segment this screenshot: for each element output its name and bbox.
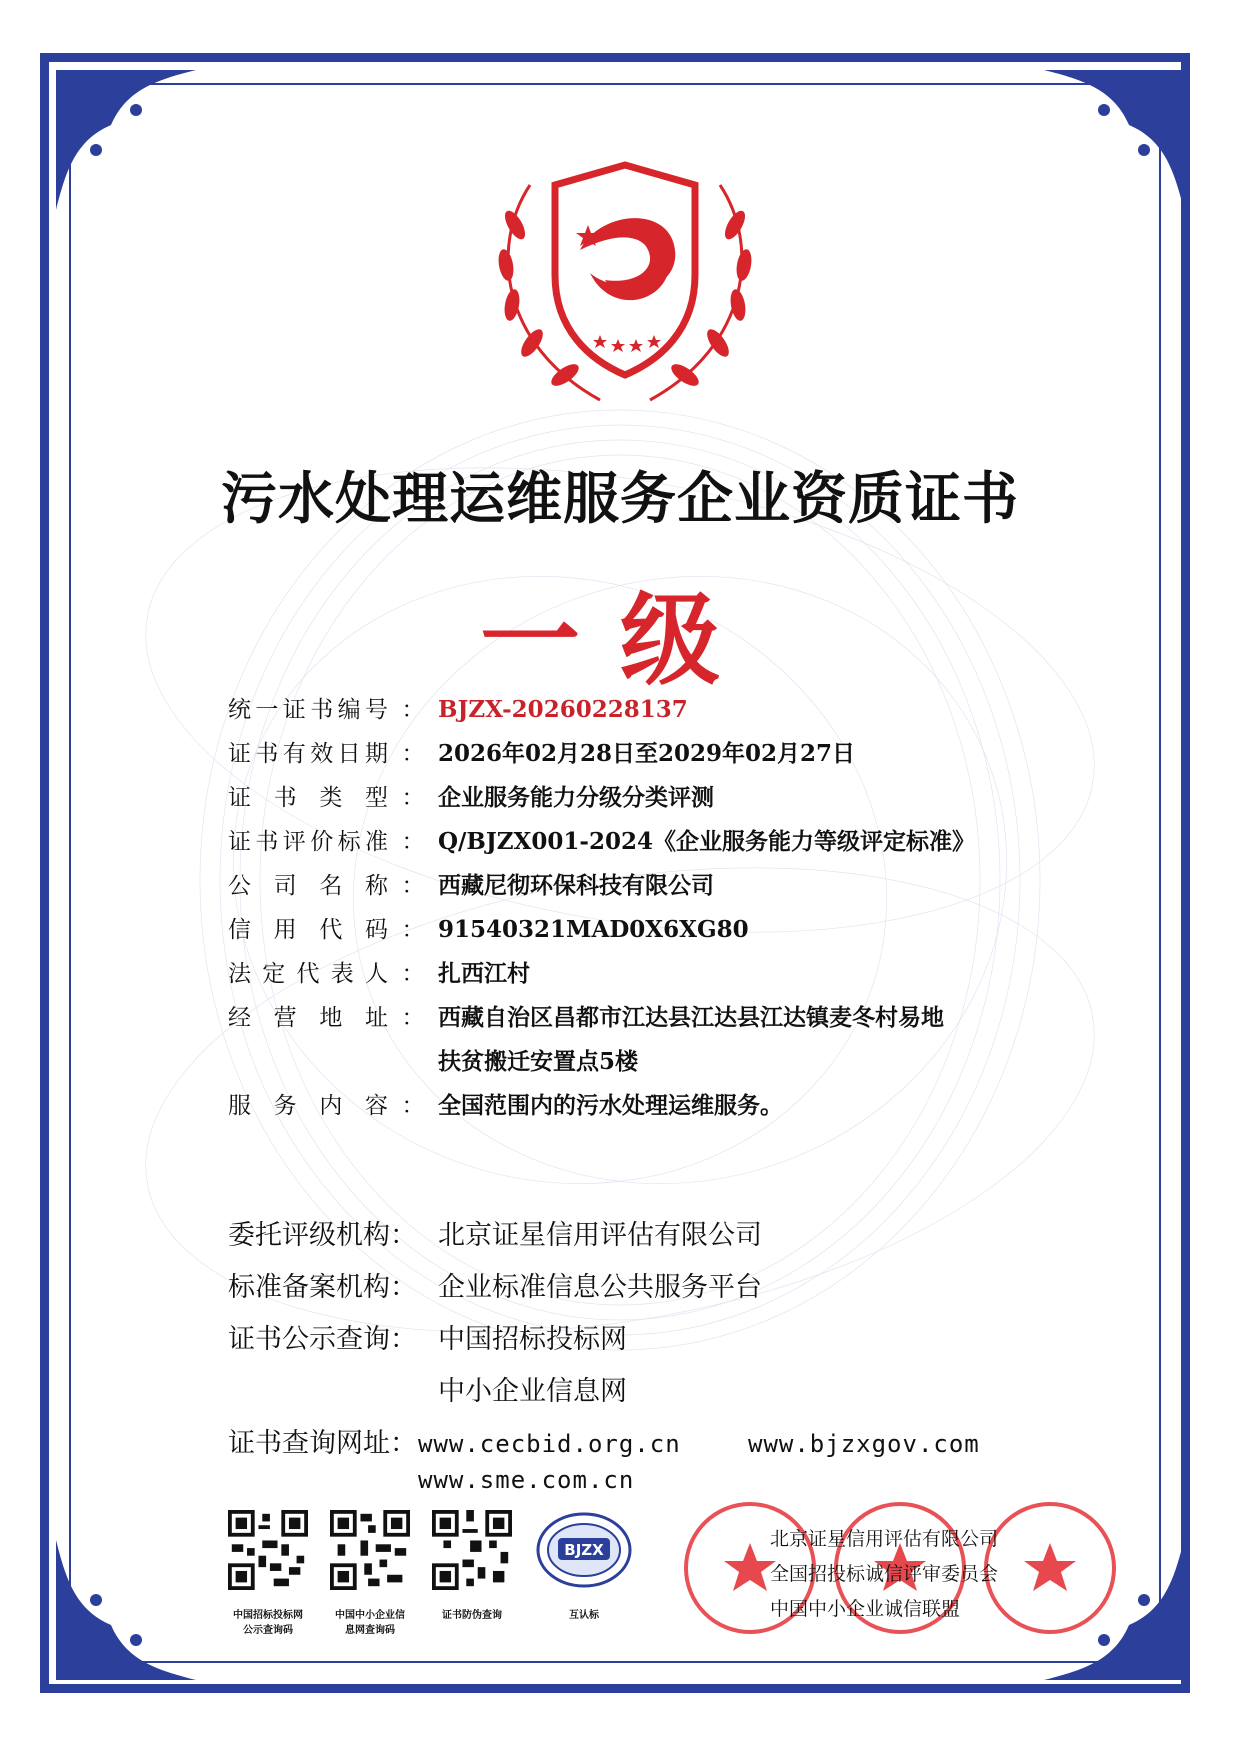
address-line-2: 扶贫搬迁安置点5楼 [438,1048,639,1075]
certificate-title: 污水处理运维服务企业资质证书 [221,466,1019,532]
field-colon: ： [401,1093,425,1119]
corner-ornament-bottom-left [56,1540,196,1680]
certificate-level: 一级 [480,581,760,699]
field-colon: ： [401,961,425,987]
agency-value: 北京证星信用评估有限公司 [438,1220,762,1251]
field-label: 统一证书编号 [228,697,388,723]
qr-caption [422,1608,522,1623]
field-label: 证书有效日期 [228,741,388,767]
mutual-recognition-badge [534,1510,634,1638]
field-label: 证书评价标准 [228,829,388,855]
qr-code-icon[interactable] [228,1510,308,1590]
qr-caption-line: 息网查询码 [345,1625,395,1636]
corner-ornament-top-right [1044,70,1184,210]
field-label: 公司名称 [228,873,388,899]
field-label: 证书类型 [228,785,388,811]
query-url-link[interactable]: www.cecbid.org.cn [418,1430,681,1458]
field-colon: ： [401,873,425,899]
qr-code-icon[interactable] [330,1510,410,1590]
qr-caption-line: 公示查询码 [243,1625,293,1636]
public-query-site-1: 中国招标投标网 [438,1324,627,1355]
shield-laurel-emblem [470,155,780,425]
field-value-address [438,996,1048,1084]
field-label: 法定代表人 [228,961,388,987]
agency-value [438,1314,1048,1418]
agency-label: 标准备案机构： [228,1272,417,1303]
agency-row-entrust [228,1210,1048,1262]
agency-value: 企业标准信息公共服务平台 [438,1272,762,1303]
public-query-site-2: 中小企业信息网 [438,1376,627,1407]
field-row-valid-date [228,732,1048,776]
seal-org-1: 北京证星信用评估有限公司 [770,1528,999,1550]
field-row-credit-code [228,908,1048,952]
agency-row-filing [228,1262,1048,1314]
bjzx-badge-icon [534,1510,634,1590]
qr-caption [320,1608,420,1638]
query-url-link[interactable]: www.sme.com.cn [418,1466,635,1494]
qr-caption-line: 证书防伪查询 [442,1610,502,1621]
agency-label: 证书公示查询： [228,1324,417,1355]
qr-caption-line: 中国招标投标网 [233,1610,303,1621]
qr-code-block [432,1510,512,1638]
badge-caption: 互认标 [569,1610,599,1621]
qr-caption-line: 中国中小企业信 [335,1610,405,1621]
field-row-service [228,1084,1048,1128]
seal-org-2: 全国招投标诚信评审委员会 [770,1563,999,1585]
field-row-legal-rep [228,952,1048,996]
field-colon: ： [401,829,425,855]
agency-section [228,1210,1048,1498]
field-value-cert-number: BJZX-20260228137 [438,696,688,723]
corner-ornament-top-left [56,70,196,210]
qr-code-icon[interactable] [432,1510,512,1590]
query-url-link[interactable]: www.bjzxgov.com [748,1430,980,1458]
field-value-credit-code: 91540321MAD0X6XG80 [438,916,749,943]
field-row-cert-type [228,776,1048,820]
field-value-company-name: 西藏尼彻环保科技有限公司 [438,872,714,899]
field-value-legal-rep: 扎西江村 [438,960,530,987]
field-row-address [228,996,1048,1084]
field-value-valid-date: 2026年02月28日至2029年02月27日 [438,740,856,767]
address-line-1: 西藏自治区昌都市江达县江达县江达镇麦冬村易地 [438,1004,944,1031]
qr-code-row [228,1510,634,1638]
qr-code-block [330,1510,410,1638]
field-label: 信用代码 [228,917,388,943]
field-colon: ： [401,1005,425,1031]
seal-org-3: 中国中小企业诚信联盟 [770,1598,961,1620]
seal-organizations [770,1522,998,1627]
query-url-list [418,1426,1048,1498]
agency-label: 委托评级机构： [228,1220,417,1251]
field-row-standard [228,820,1048,864]
field-label: 经营地址 [228,1005,388,1031]
field-colon: ： [401,785,425,811]
field-value-service: 全国范围内的污水处理运维服务。 [438,1092,783,1119]
field-colon: ： [401,697,425,723]
field-value-standard: Q/BJZX001-2024《企业服务能力等级评定标准》 [438,828,975,855]
qr-code-block [228,1510,308,1638]
agency-row-urls [228,1426,1048,1498]
field-colon: ： [401,741,425,767]
agency-label: 证书查询网址： [228,1428,417,1459]
field-value-cert-type: 企业服务能力分级分类评测 [438,784,714,811]
badge-text: BJZX [564,1541,604,1559]
field-row-cert-number [228,688,1048,732]
field-row-company-name [228,864,1048,908]
qr-caption [218,1608,318,1638]
certificate-fields [228,688,1048,1128]
field-colon: ： [401,917,425,943]
field-label: 服务内容 [228,1093,388,1119]
agency-row-public [228,1314,1048,1418]
